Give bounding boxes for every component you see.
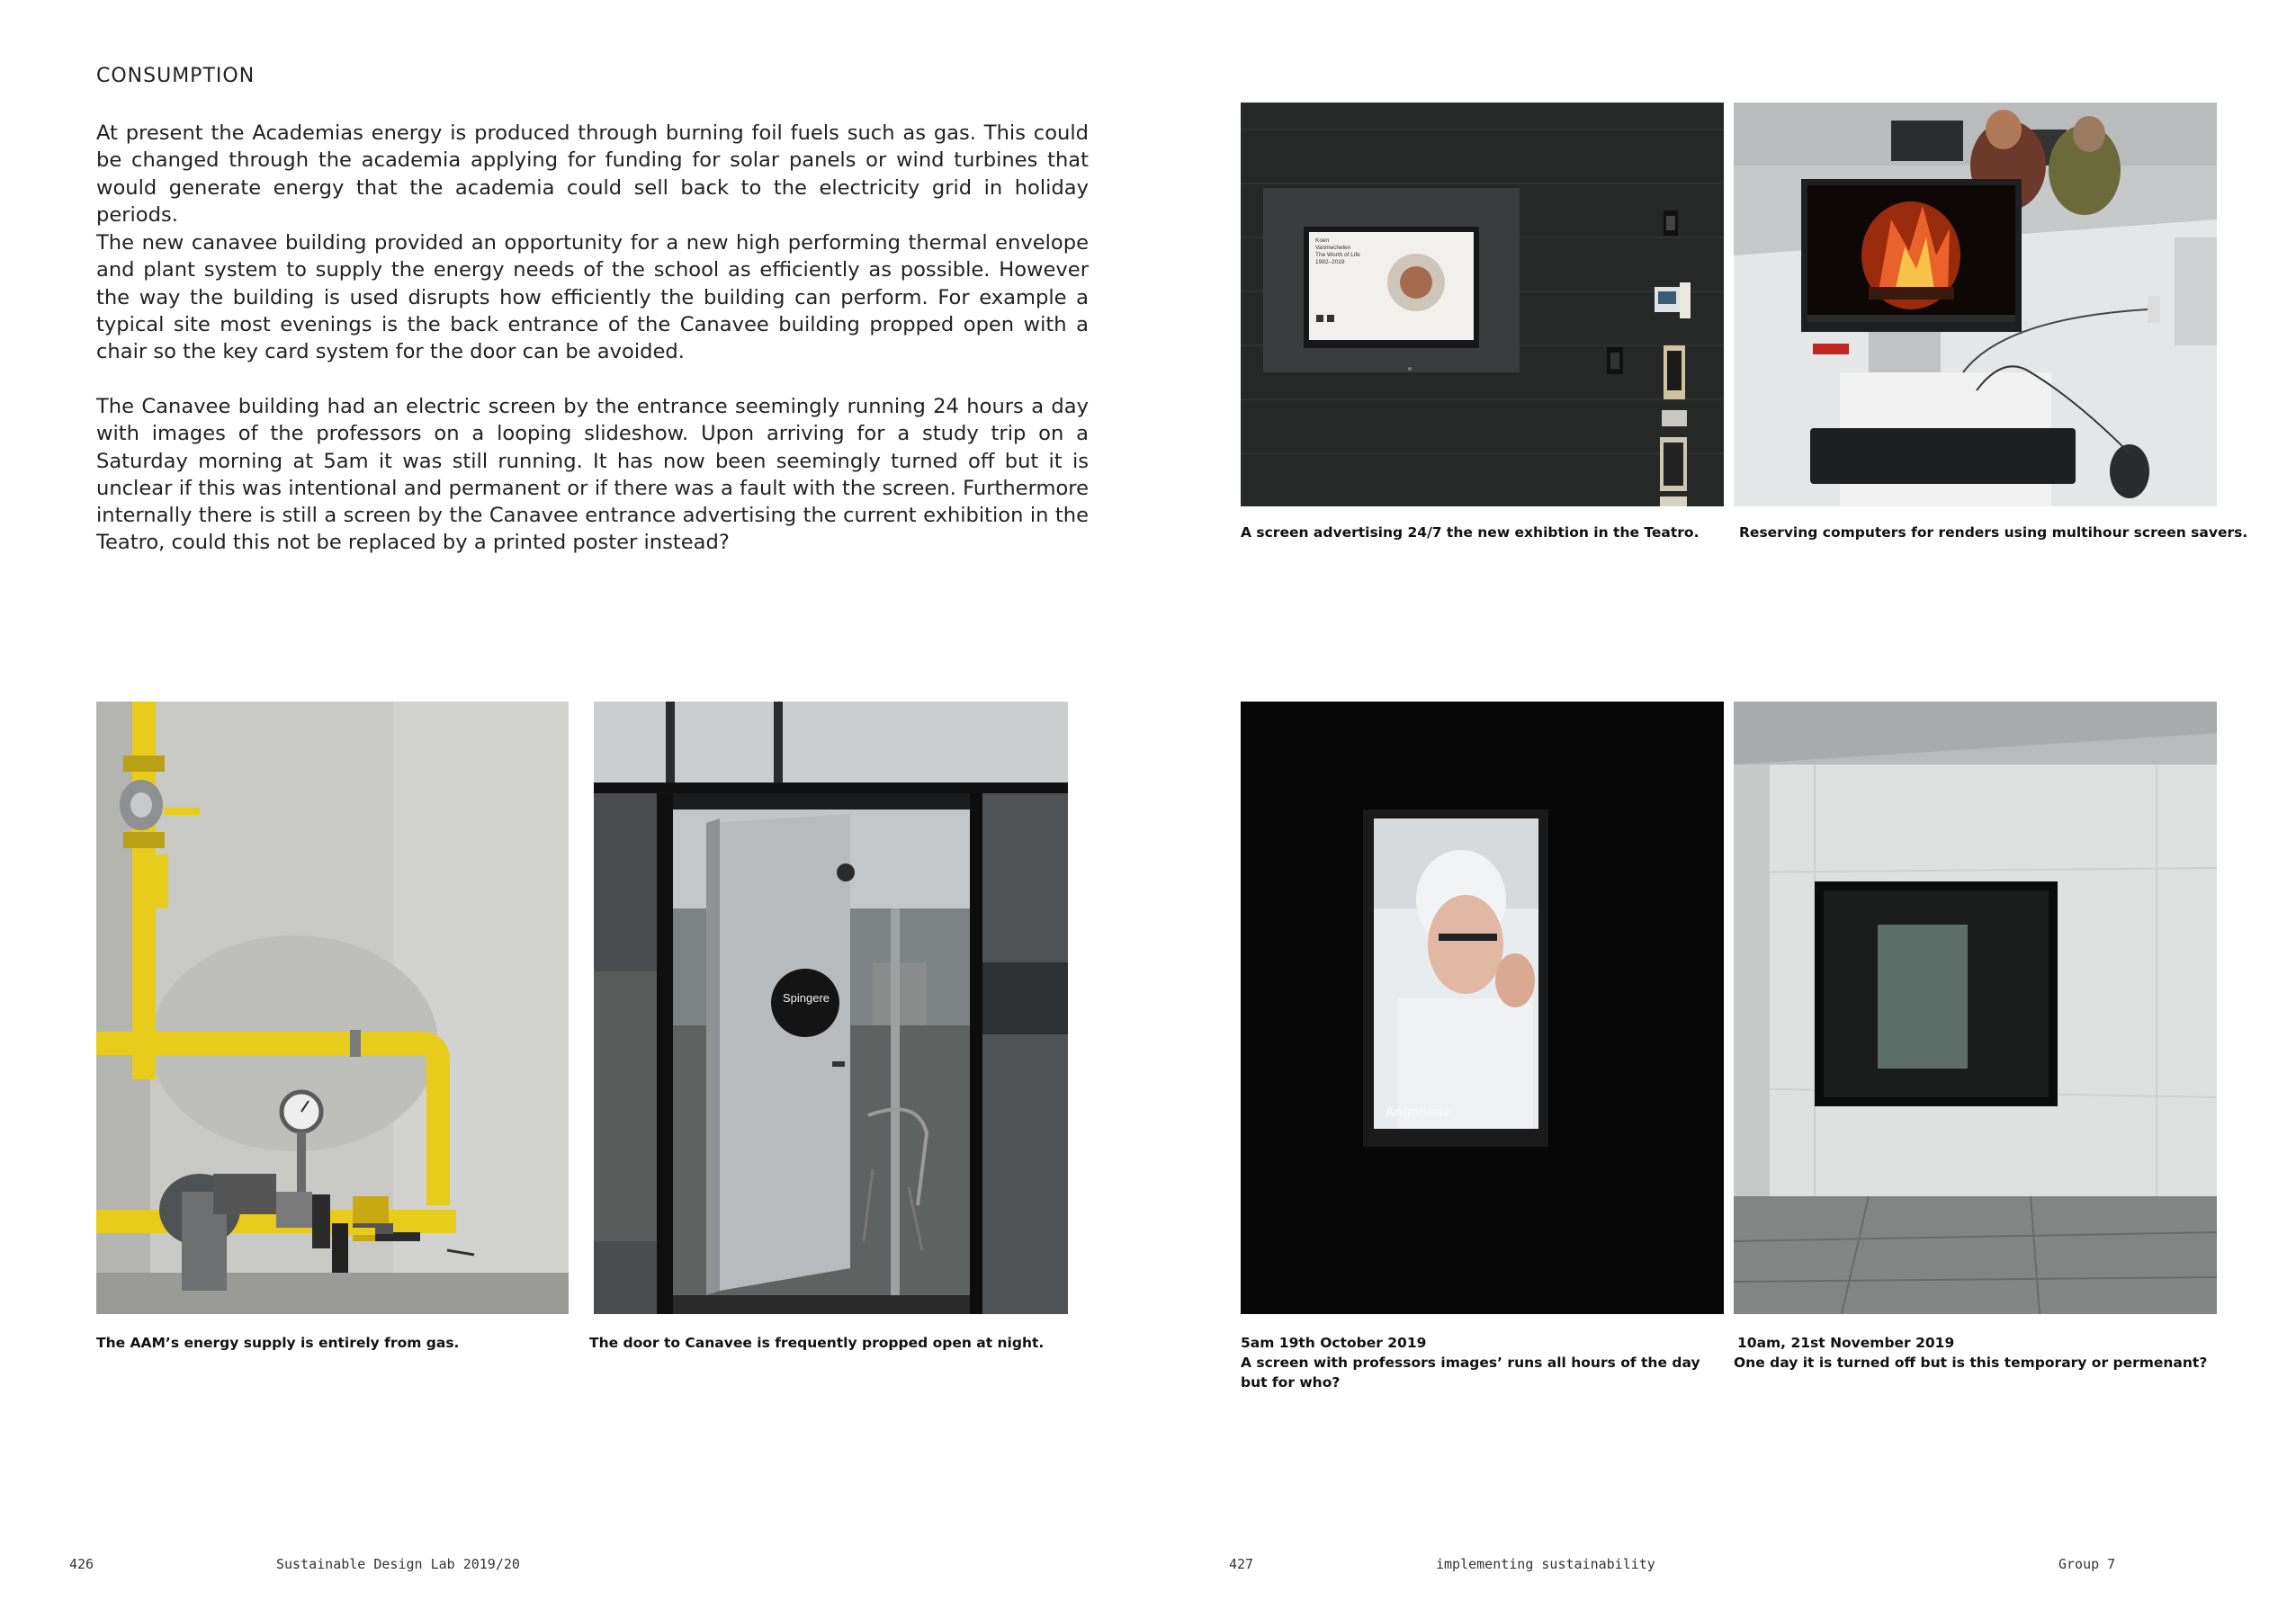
photo-screen-advertising [1241,103,1724,506]
caption-night-date: 5am 19th October 2019 [1241,1335,1427,1351]
poster-line: Vanmechelen [1315,245,1351,251]
caption-gas: The AAM’s energy supply is entirely from gas. [96,1335,460,1351]
caption-day-date: 10am, 21st November 2019 [1737,1335,1955,1351]
photo-gas-pipes [96,702,569,1314]
photo-computers [1734,103,2217,506]
poster-line: Koen [1315,237,1330,244]
poster-line: 1982–2019 [1315,259,1345,265]
door-logo: Spingere [782,991,830,1005]
poster-line: The Worth of Life [1315,252,1360,258]
caption-screen-advertising: A screen advertising 24/7 the new exhibtion in the Teatro. [1241,524,1700,541]
footer-title-left: Sustainable Design Lab 2019/20 [276,1556,520,1572]
footer-title-right: implementing sustainability [1436,1556,1655,1572]
caption-night-text: A screen with professors images’ runs all hours of the day but for who? [1241,1355,1700,1391]
section-heading: CONSUMPTION [96,65,256,87]
page-number-right: 427 [1229,1556,1254,1572]
screen-name-label: Angonoae [1385,1105,1451,1120]
paragraph-screen: The Canavee building had an electric screen by the entrance seemingly running 24 hours a day with images of the professors on a looping slideshow. Upon arriving for a study trip on a Saturday morning at 5am it was still running. It has now been seemingly turned off but it is unclear if this was intentional and permanent or if there was a fault with the screen. Furthermore internally there is still a screen by the Canavee entrance advertising the current exhibition in the Teatro, could this not be replaced by a printed poster instead? [96,395,1089,555]
footer-group: Group 7 [2058,1556,2116,1572]
caption-day-text: One day it is turned off but is this temporary or permenant? [1734,1355,2208,1371]
caption-computers: Reserving computers for renders using multihour screen savers. [1739,524,2248,541]
photo-screen-off-day [1734,702,2217,1314]
page-number-left: 426 [69,1556,94,1572]
photo-screen-night [1241,702,1724,1314]
paragraph-energy: At present the Academias energy is produced through burning foil fuels such as gas. This could be changed through the academia applying for funding for solar panels or wind turbines that would generate energy that the academia could sell back to the electricity grid in holiday periods. [96,121,1089,227]
photo-propped-door [594,702,1068,1314]
poster-text [1315,237,1360,266]
caption-door: The door to Canavee is frequently propped open at night. [589,1335,1045,1351]
paragraph-canavee: The new canavee building provided an opportunity for a new high performing thermal envelope and plant system to supply the energy needs of the school as efficiently as possible. However the way the building is used disrupts how efficiently the building can perform. For example a typical site most evenings is the back entrance of the Canavee building propped open with a chair so the key card system for the door can be avoided. [96,231,1089,364]
